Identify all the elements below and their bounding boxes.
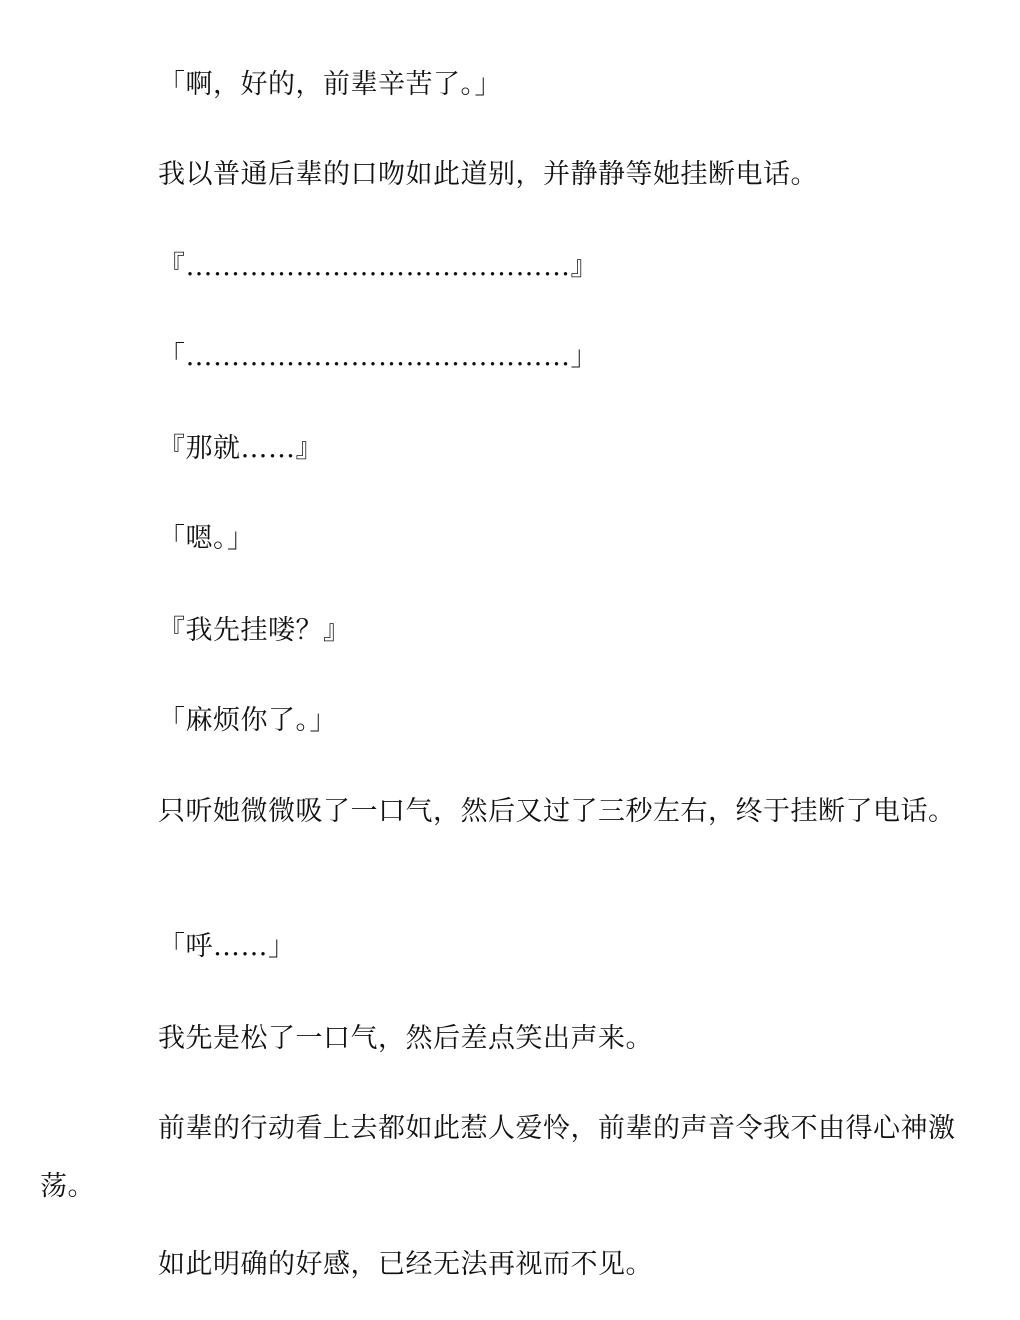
dialog-line: 「啊，好的，前辈辛苦了。」: [158, 69, 502, 100]
dialog-line: 「麻烦你了。」: [158, 705, 337, 736]
dialog-line: 『我先挂喽？』: [158, 615, 351, 646]
dialog-line: 『……………………………………』: [158, 251, 598, 282]
narration-paragraph: 如此明确的好感，已经无法再视而不见。: [158, 1249, 653, 1280]
narration-paragraph: 只听她微微吸了一口气，然后又过了三秒左右，终于挂断了电话。: [158, 796, 956, 827]
dialog-line: 『那就……』: [158, 433, 323, 464]
dialog-line: 「嗯。」: [158, 523, 255, 554]
dialog-line: 「……………………………………」: [158, 341, 598, 372]
narration-paragraph: 前辈的行动看上去都如此惹人爱怜，前辈的声音令我不由得心神激荡。: [40, 1113, 956, 1202]
dialog-line: 「呼……」: [158, 931, 296, 962]
narration-paragraph: 我以普通后辈的口吻如此道别，并静静等她挂断电话。: [158, 159, 818, 190]
narration-paragraph: 我先是松了一口气，然后差点笑出声来。: [158, 1023, 653, 1054]
